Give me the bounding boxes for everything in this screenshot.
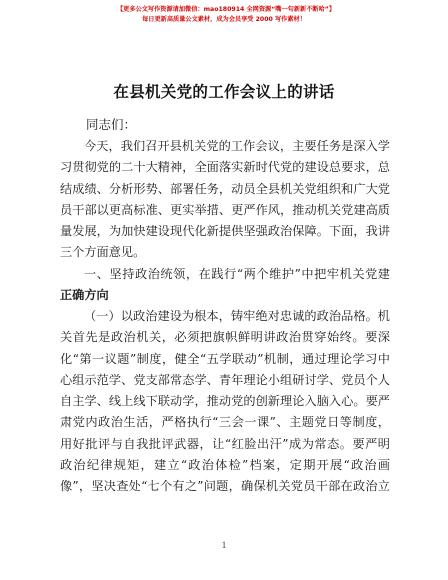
intro-line: 习贯彻党的二十大精神，全面落实新时代党的建设总要求，总 [60, 160, 390, 175]
intro-line: 今天，我们召开县机关党的工作会议，主要任务是深入学 [84, 139, 390, 153]
page-number: 1 [221, 540, 227, 550]
intro-line: 量发展，为加快建设现代化新提供坚强政治保障。下面，我讲 [60, 224, 390, 239]
body-line: 自主学、线上线下联动学，推动党的创新理论入脑入心。要严 [60, 394, 390, 409]
body-line: 肃党内政治生活，严格执行“三会一课”、主题党日等制度， [60, 415, 390, 430]
promo-banner-line2: 每日更新高质量公文素材，成为会员享受 2000 写作素材！ [142, 16, 306, 23]
body-line: （一）以政治建设为根本，铸牢绝对忠诚的政治品格。机 [84, 309, 390, 323]
section-heading-line1: 一、坚持政治统领，在践行“两个维护”中把牢机关党建 [84, 267, 390, 281]
intro-paragraph [60, 136, 390, 264]
document-title: 在县机关党的工作会议上的讲话 [113, 83, 335, 101]
promo-banner-line1: 【更多公文写作资源请加微信：mao180914 全网资源“嘴一句新新不断哈”】 [116, 6, 336, 13]
intro-line: 结成绩、分析形势、部署任务，动员全县机关党组织和广大党 [60, 181, 390, 196]
body-paragraph [60, 306, 390, 498]
salutation: 同志们： [86, 117, 137, 132]
body-line: 化“第一议题”制度，健全“五学联动”机制，通过理论学习中 [60, 351, 390, 366]
body-line: 用好批评与自我批评武器，让“红脸出汗”成为常态。要严明 [60, 436, 390, 451]
body-line: 政治纪律规矩，建立“政治体检”档案，定期开展“政治画 [60, 458, 390, 473]
section-heading [60, 264, 390, 307]
body-line: 像”，坚决查处“七个有之”问题，确保机关党员干部在政治立 [60, 479, 390, 494]
section-heading-line2: 正确方向 [60, 288, 109, 303]
body-line: 关首先是政治机关，必须把旗帜鲜明讲政治贯穿始终。要深 [60, 330, 390, 345]
intro-line: 三个方面意见。 [60, 245, 146, 260]
promo-banner [0, 5, 448, 25]
body-line: 心组示范学、党支部常态学、青年理论小组研讨学、党员个人 [60, 372, 390, 387]
intro-line: 员干部以更高标准、更实举措、更严作风，推动机关党建高质 [60, 202, 390, 217]
